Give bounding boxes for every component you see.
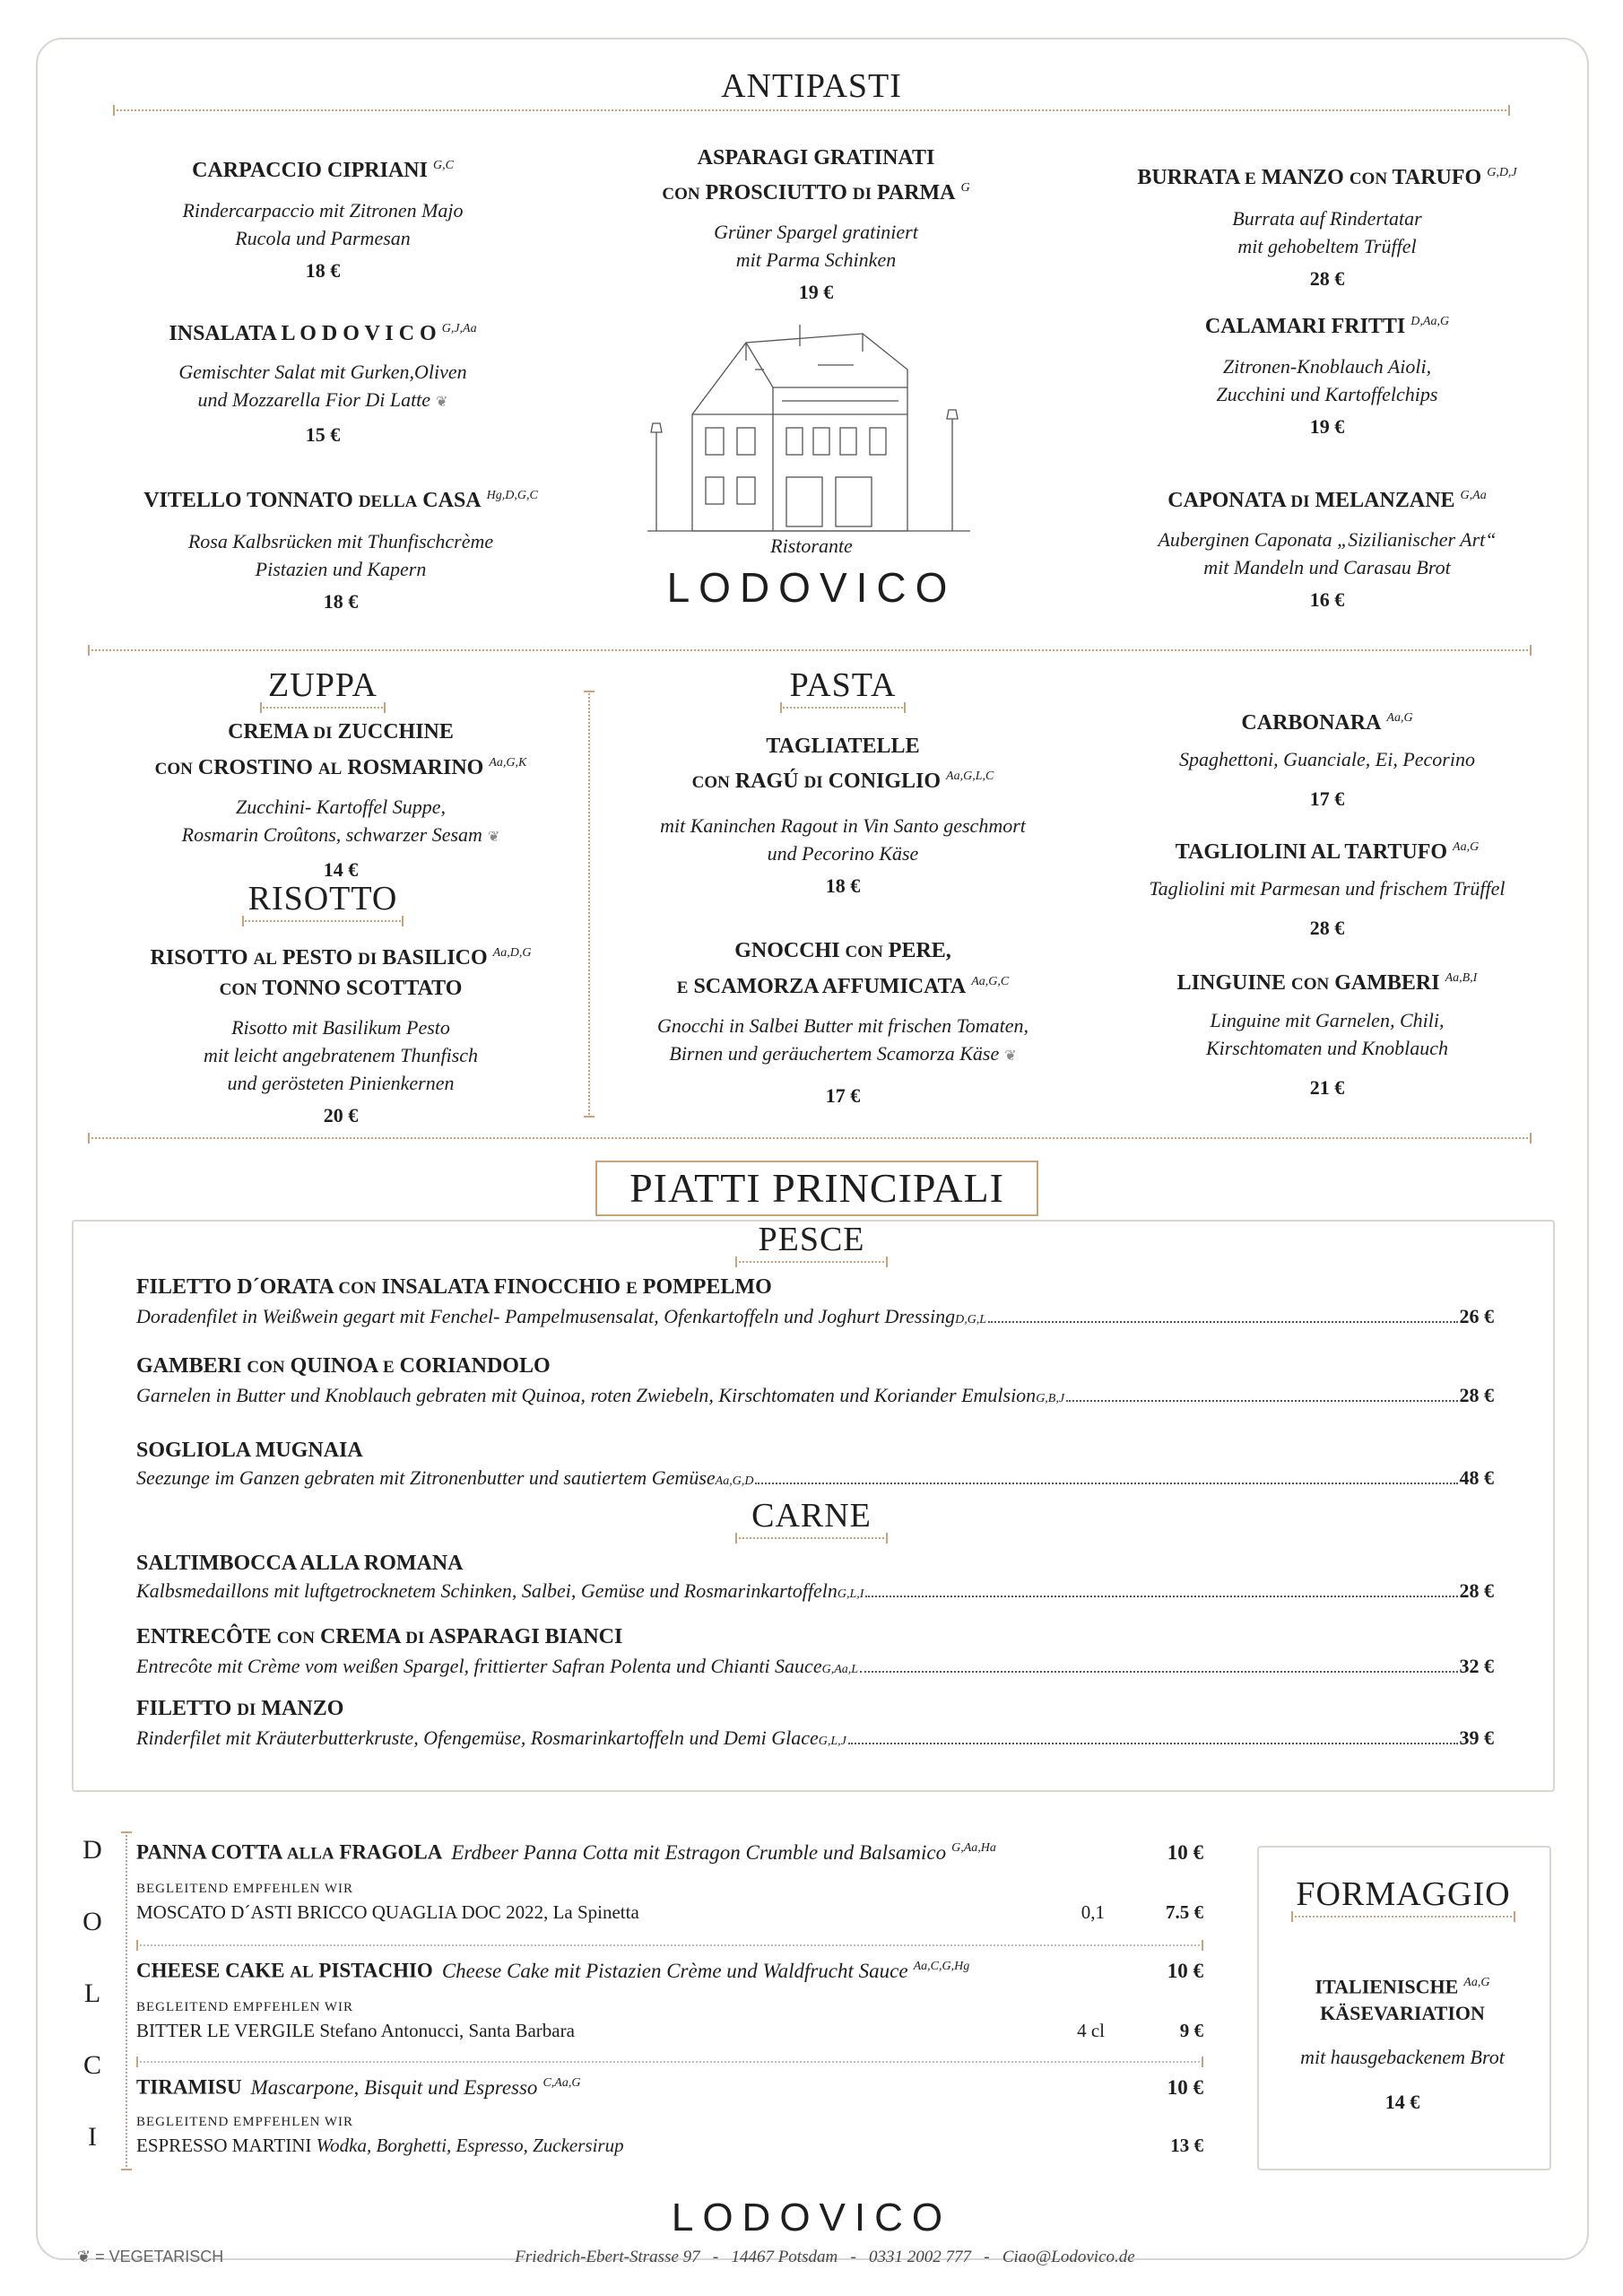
main-dish-orata: FILETTO D´ORATA CON INSALATA FINOCCHIO E POMPELMO Doradenfilet in Weißwein gegart mit Fenchel- Pampelmusensalat, Ofenkartoffeln und Joghurt Dressing D,G,L 26 € xyxy=(136,1275,1494,1327)
divider xyxy=(136,1944,1203,1946)
main-dish-sogliola: SOGLIOLA MUGNAIA Seezunge im Ganzen gebraten mit Zitronenbutter und sautiertem Gemüse Aa,G,D 48 € xyxy=(136,1439,1494,1489)
dolci-letter: C xyxy=(82,2050,101,2080)
dish-vitello: VITELLO TONNATO DELLA CASA $^{Hg,D,G,C}$ Rosa Kalbsrücken mit Thunfischcrème Pistazien und Kapern 18 € xyxy=(143,489,538,613)
section-title-pesce: PESCE xyxy=(735,1220,888,1263)
section-title-risotto: RISOTTO xyxy=(242,879,404,922)
divider xyxy=(113,109,1510,111)
dish-burrata: BURRATA E MANZO CON TARUFO $^{G,D,J}$ Burrata auf Rindertatar mit gehobeltem Trüffel 28 € xyxy=(1137,166,1517,290)
main-dish-entrecote: ENTRECÔTE CON CREMA DI ASPARAGI BIANCI Entrecôte mit Crème vom weißen Spargel, frittierter Safran Polenta und Chianti Sauce G,Aa,L 32 € xyxy=(136,1625,1494,1677)
dish-risotto: RISOTTO AL PESTO DI BASILICO $^{Aa,D,G}$ CON TONNO SCOTTATO Risotto mit Basilikum Pesto mit leicht angebratenem Thunfisch und gerösteten Pinienkernen 20 € xyxy=(150,946,532,1126)
divider xyxy=(88,649,1532,651)
dish-gnocchi: GNOCCHI CON PERE, E SCAMORZA AFFUMICATA $^{Aa,G,C}$ Gnocchi in Salbei Butter mit frischen Tomaten, Birnen und geräuchertem Scamorza Käse ❦ 17 € xyxy=(656,939,1029,1107)
divider xyxy=(136,2061,1203,2063)
dish-crema-zucchine: CREMA DI ZUCCHINE CON CROSTINO AL ROSMARINO $^{Aa,G,K}$ Zucchini- Kartoffel Suppe, Rosmarin Croûtons, schwarzer Sesam ❦ 14 € xyxy=(154,720,527,881)
dish-tagliolini: TAGLIOLINI AL TARTUFO $^{Aa,G}$ Tagliolini mit Parmesan und frischem Trüffel 28 € xyxy=(1149,840,1506,939)
dessert-panna-cotta: PANNA COTTA ALLA FRAGOLA Erdbeer Panna Cotta mit Estragon Crumble und Balsamico $^{G,Aa,Ha}$ 10 € BEGLEITEND EMPFEHLEN WIR MOSCATO D´ASTI BRICCO QUAGLIA DOC 2022, La Spinetta 0,1 7.5 € xyxy=(136,1840,1203,1923)
dish-caponata: CAPONATA DI MELANZANE $^{G,Aa}$ Auberginen Caponata „Sizilianischer Art“ mit Mandeln und Carasau Brot 16 € xyxy=(1158,489,1497,611)
dish-insalata: INSALATA L O D O V I C O $^{G,J,Aa}$ Gemischter Salat mit Gurken,Oliven und Mozzarella Fior Di Latte ❦ 15 € xyxy=(169,322,477,446)
vegetarian-leaf-icon: ❦ xyxy=(436,395,448,410)
section-title-formaggio: FORMAGGIO xyxy=(1282,1874,1524,1918)
dish-calamari: CALAMARI FRITTI $^{D,Aa,G}$ Zitronen-Knoblauch Aioli, Zucchini und Kartoffelchips 19 € xyxy=(1204,315,1450,438)
section-title-zuppa: ZUPPA xyxy=(260,665,386,709)
dessert-tiramisu: TIRAMISU Mascarpone, Bisquit und Espresso $^{C,Aa,G}$ 10 € BEGLEITEND EMPFEHLEN WIR ESPRESSO MARTINI Wodka, Borghetti, Espresso, Zuckersirup 13 € xyxy=(136,2075,1203,2156)
section-title-piatti-principali: PIATTI PRINCIPALI xyxy=(595,1161,1038,1216)
vegetarian-leaf-icon: ❦ xyxy=(1004,1048,1017,1064)
dish-linguine: LINGUINE CON GAMBERI $^{Aa,B,I}$ Linguine mit Garnelen, Chili, Kirschtomaten und Knoblauch 21 € xyxy=(1176,971,1478,1099)
logo-ristorante: Ristorante xyxy=(770,535,853,557)
restaurant-building-illustration xyxy=(638,316,979,540)
vegetarian-legend: ❦ = VEGETARISCH xyxy=(77,2248,224,2266)
dessert-cheese-cake: CHEESE CAKE AL PISTACHIO Cheese Cake mit Pistazien Crème und Waldfrucht Sauce $^{Aa,C,G,Hg}$ 10 € BEGLEITEND EMPFEHLEN WIR BITTER LE VERGILE Stefano Antonucci, Santa Barbara 4 cl 9 € xyxy=(136,1959,1203,2041)
dish-tagliatelle: TAGLIATELLE CON RAGÚ DI CONIGLIO $^{Aa,G,L,C}$ mit Kaninchen Ragout in Vin Santo geschmort und Pecorino Käse 18 € xyxy=(660,735,1026,897)
logo-lodovico: LODOVICO xyxy=(666,564,957,611)
column-divider xyxy=(588,691,590,1118)
divider xyxy=(88,1137,1532,1139)
dish-carbonara: CARBONARA $^{Aa,G}$ Spaghettoni, Guanciale, Ei, Pecorino 17 € xyxy=(1179,711,1475,810)
main-dish-gamberi: GAMBERI CON QUINOA E CORIANDOLO Garnelen in Butter und Knoblauch gebraten mit Quinoa, roten Zwiebeln, Kirschtomaten und Koriander Emulsion G,B,J 28 € xyxy=(136,1354,1494,1406)
section-title-carne: CARNE xyxy=(735,1496,888,1539)
dolci-divider xyxy=(126,1831,127,2170)
vegetarian-leaf-icon: ❦ xyxy=(487,830,500,845)
dish-kaesevariation: ITALIENISCHE $^{Aa,G}$ KÄSEVARIATION mit hausgebackenem Brot 14 € xyxy=(1300,1975,1505,2114)
footer-address: Friedrich-Ebert-Strasse 97 - 14467 Potsdam - 0331 2002 777 - Ciao@Lodovico.de xyxy=(515,2248,1135,2266)
main-dish-saltimbocca: SALTIMBOCCA ALLA ROMANA Kalbsmedaillons mit luftgetrocknetem Schinken, Salbei, Gemüse und Rosmarinkartoffeln G,L,I 28 € xyxy=(136,1552,1494,1602)
dish-asparagi: ASPARAGI GRATINATI CON PROSCIUTTO DI PARMA $^G$ Grüner Spargel gratiniert mit Parma Schinken 19 € xyxy=(662,146,970,303)
dolci-letter: L xyxy=(83,1979,101,2008)
footer-logo: LODOVICO xyxy=(671,2196,952,2239)
section-title-pasta: PASTA xyxy=(780,665,906,709)
dolci-letter: D xyxy=(82,1835,102,1865)
section-title-antipasti: ANTIPASTI xyxy=(721,67,902,105)
dish-carpaccio: CARPACCIO CIPRIANI $^{G,C}$ Rindercarpaccio mit Zitronen Majo Rucola und Parmesan 18 € xyxy=(182,159,464,282)
dolci-letter: O xyxy=(82,1907,102,1936)
vegetarian-leaf-icon: ❦ xyxy=(77,2248,96,2266)
main-dish-filetto-manzo: FILETTO DI MANZO Rinderfilet mit Kräuterbutterkruste, Ofengemüse, Rosmarinkartoffeln und Demi Glace G,L,J 39 € xyxy=(136,1697,1494,1749)
dolci-letter: I xyxy=(88,2122,97,2152)
